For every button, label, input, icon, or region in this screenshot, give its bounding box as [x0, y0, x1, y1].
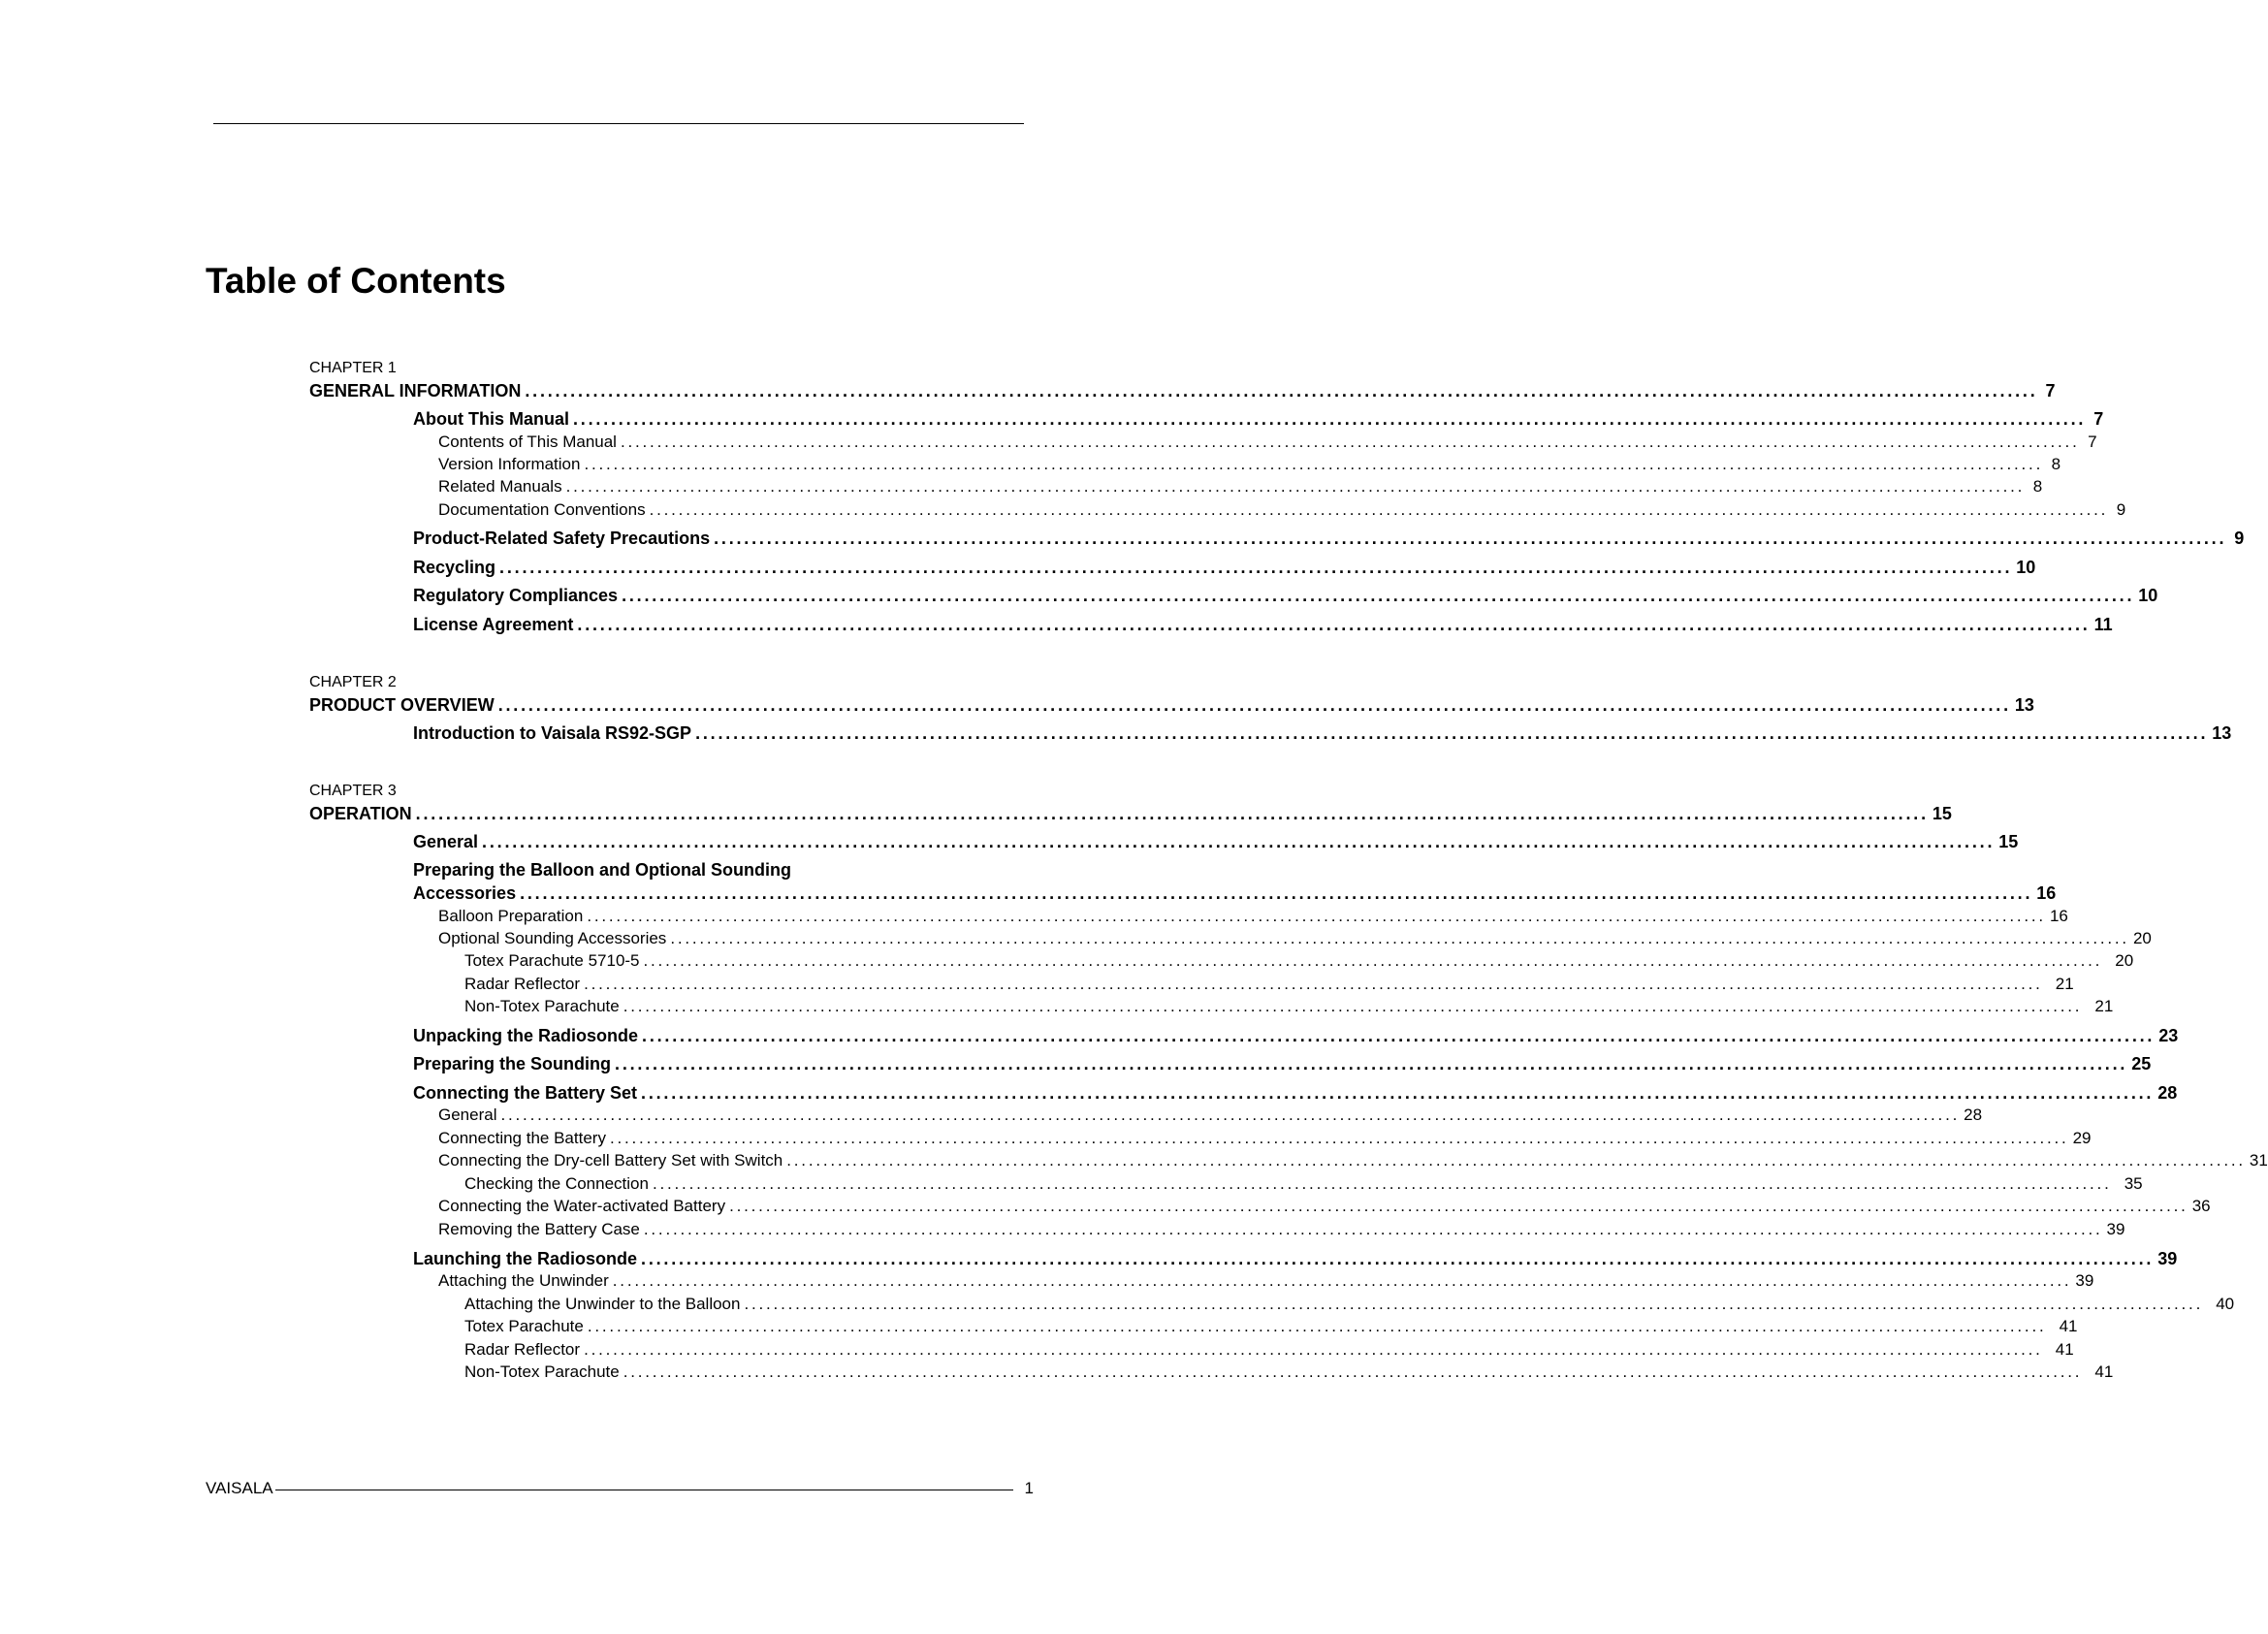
entry-title: Connecting the Dry-cell Battery Set with Switch [438, 1151, 783, 1169]
dot-leader: ........................................................................................................................................................................................................ [577, 615, 2091, 634]
entry-page: 35 [2124, 1174, 2143, 1193]
entry-page: 9 [2234, 529, 2245, 548]
dot-leader: ........................................................................................................................................................................................................ [415, 804, 1929, 823]
entry-page: 7 [2088, 433, 2097, 451]
toc-chapter-entry[interactable] [309, 803, 1952, 824]
toc-section-entry[interactable] [413, 528, 2245, 549]
page-footer [206, 1478, 1034, 1499]
toc-subsection-entry[interactable] [438, 1128, 2092, 1149]
entry-page: 21 [2094, 997, 2114, 1015]
entry-page: 16 [2049, 907, 2068, 925]
toc-item-entry[interactable] [464, 1362, 2114, 1383]
entry-title: Connecting the Battery Set [413, 1083, 638, 1103]
toc-item-entry[interactable] [464, 950, 2134, 972]
toc-section-entry[interactable] [413, 408, 2104, 430]
entry-title: Regulatory Compliances [413, 586, 619, 605]
entry-page: 41 [2094, 1362, 2114, 1381]
toc-section-entry[interactable] [413, 585, 2158, 606]
toc-item-entry[interactable] [464, 996, 2114, 1017]
entry-title: Checking the Connection [464, 1174, 649, 1193]
dot-leader: ........................................................................................................................................................................................................ [714, 529, 2227, 548]
entry-page: 25 [2131, 1054, 2152, 1073]
dot-leader: ........................................................................................................................................................................................................ [641, 1249, 2155, 1268]
dot-leader: ........................................................................................................................................................................................................ [642, 1026, 2156, 1045]
dot-leader: ........................................................................................................................................................................................................ [500, 1105, 1961, 1124]
toc-chapter-entry[interactable] [309, 380, 2056, 401]
toc-subsection-entry[interactable] [438, 906, 2068, 927]
dot-leader: ........................................................................................................................................................................................................ [649, 500, 2109, 519]
entry-page: 20 [2115, 951, 2134, 970]
dot-leader: ........................................................................................................................................................................................................ [620, 433, 2080, 451]
dot-leader: ........................................................................................................................................................................................................ [573, 409, 2087, 429]
entry-title: License Agreement [413, 615, 574, 634]
dot-leader: ........................................................................................................................................................................................................ [587, 907, 2046, 925]
toc-subsection-entry[interactable] [438, 499, 2126, 521]
entry-page: 13 [2014, 695, 2034, 715]
entry-title: Product-Related Safety Precautions [413, 529, 711, 548]
entry-title: Non-Totex Parachute [464, 997, 620, 1015]
dot-leader: ........................................................................................................................................................................................................ [584, 975, 2043, 993]
footer-brand: VAISALA [206, 1479, 273, 1497]
entry-title: Connecting the Water-activated Battery [438, 1197, 726, 1215]
entry-page: 10 [2138, 586, 2158, 605]
entry-title: Contents of This Manual [438, 433, 617, 451]
dot-leader: ........................................................................................................................................................................................................ [643, 951, 2103, 970]
entry-page: 13 [2212, 723, 2232, 743]
entry-title: GENERAL INFORMATION [309, 381, 522, 400]
toc-subsection-entry[interactable] [438, 1196, 2211, 1217]
toc-section-entry[interactable] [413, 1082, 2178, 1104]
dot-leader: ........................................................................................................................................................................................................ [786, 1151, 2246, 1169]
entry-title: Optional Sounding Accessories [438, 929, 667, 947]
dot-leader: ........................................................................................................................................................................................................ [609, 1129, 2069, 1147]
entry-title: General [413, 832, 479, 851]
toc-subsection-entry[interactable] [438, 1150, 2268, 1171]
toc-item-entry[interactable] [464, 1173, 2143, 1195]
entry-page: 31 [2249, 1151, 2268, 1169]
toc-item-entry[interactable] [464, 974, 2074, 995]
dot-leader: ........................................................................................................................................................................................................ [499, 558, 2013, 577]
toc-chapter-entry[interactable] [309, 694, 2034, 716]
dot-leader: ........................................................................................................................................................................................................ [482, 832, 1996, 851]
entry-page: 28 [2157, 1083, 2178, 1103]
entry-title: Connecting the Battery [438, 1129, 606, 1147]
entry-page: 39 [2157, 1249, 2178, 1268]
entry-page: 20 [2132, 929, 2152, 947]
toc-section-title-line[interactable]: Preparing the Balloon and Optional Sounding [413, 860, 791, 880]
entry-title: Documentation Conventions [438, 500, 646, 519]
entry-title: About This Manual [413, 409, 569, 429]
entry-title: Attaching the Unwinder to the Balloon [464, 1295, 741, 1313]
entry-title: General [438, 1105, 497, 1124]
toc-subsection-entry[interactable] [438, 432, 2097, 453]
header-rule [213, 123, 1024, 124]
entry-title: Radar Reflector [464, 1340, 581, 1359]
entry-page: 7 [2045, 381, 2056, 400]
toc-subsection-entry[interactable] [438, 1105, 1983, 1126]
toc-subsection-entry[interactable] [438, 476, 2043, 497]
dot-leader: ........................................................................................................................................................................................................ [695, 723, 2209, 743]
toc-section-entry[interactable] [413, 1053, 2152, 1074]
chapter-label: CHAPTER 1 [309, 360, 397, 376]
page-number: 1 [1024, 1479, 1034, 1497]
entry-page: 15 [1998, 832, 2019, 851]
dot-leader: ........................................................................................................................................................................................................ [584, 1340, 2043, 1359]
dot-leader: ........................................................................................................................................................................................................ [643, 1220, 2103, 1238]
entry-title: Balloon Preparation [438, 907, 584, 925]
toc-section-entry[interactable] [413, 882, 2057, 904]
toc-item-entry[interactable] [464, 1339, 2074, 1361]
dot-leader: ........................................................................................................................................................................................................ [612, 1271, 2072, 1290]
toc-subsection-entry[interactable] [438, 1270, 2094, 1292]
dot-leader: ........................................................................................................................................................................................................ [623, 1362, 2083, 1381]
chapter-label: CHAPTER 2 [309, 674, 397, 690]
entry-page: 28 [1964, 1105, 1983, 1124]
entry-page: 9 [2116, 500, 2126, 519]
dot-leader: ........................................................................................................................................................................................................ [652, 1174, 2112, 1193]
toc-section-entry[interactable] [413, 614, 2113, 635]
entry-page: 36 [2191, 1197, 2211, 1215]
entry-title: Related Manuals [438, 477, 562, 496]
entry-page: 41 [2055, 1340, 2074, 1359]
entry-title: Accessories [413, 883, 517, 903]
toc-section-entry[interactable] [413, 831, 2019, 852]
toc-subsection-entry[interactable] [438, 1219, 2125, 1240]
entry-page: 8 [2032, 477, 2043, 496]
toc-item-entry[interactable] [464, 1294, 2235, 1315]
entry-page: 15 [1932, 804, 1952, 823]
dot-leader: ........................................................................................................................................................................................................ [520, 883, 2033, 903]
dot-leader: ........................................................................................................................................................................................................ [670, 929, 2129, 947]
entry-page: 11 [2093, 615, 2113, 634]
entry-page: 29 [2072, 1129, 2092, 1147]
entry-title: Introduction to Vaisala RS92-SGP [413, 723, 692, 743]
dot-leader: ........................................................................................................................................................................................................ [584, 455, 2044, 473]
entry-page: 23 [2158, 1026, 2179, 1045]
entry-page: 16 [2036, 883, 2057, 903]
entry-page: 39 [2075, 1271, 2094, 1290]
toc-section-entry[interactable] [413, 1248, 2178, 1269]
entry-title: Recycling [413, 558, 496, 577]
dot-leader: ........................................................................................................................................................................................................ [729, 1197, 2188, 1215]
entry-page: 39 [2106, 1220, 2125, 1238]
chapter-label: CHAPTER 3 [309, 783, 397, 799]
entry-title: Attaching the Unwinder [438, 1271, 609, 1290]
dot-leader: ........................................................................................................................................................................................................ [641, 1083, 2155, 1103]
entry-page: 7 [2093, 409, 2104, 429]
toc-subsection-entry[interactable] [438, 454, 2061, 475]
dot-leader: ........................................................................................................................................................................................................ [587, 1317, 2047, 1335]
page-title: Table of Contents [206, 261, 506, 301]
entry-title: Version Information [438, 455, 581, 473]
entry-title: Launching the Radiosonde [413, 1249, 638, 1268]
dot-leader: ........................................................................................................................................................................................................ [525, 381, 2038, 400]
entry-title: PRODUCT OVERVIEW [309, 695, 495, 715]
entry-title: OPERATION [309, 804, 412, 823]
toc-section-entry[interactable] [413, 557, 2036, 578]
entry-title: Removing the Battery Case [438, 1220, 640, 1238]
entry-page: 8 [2051, 455, 2061, 473]
toc-section-entry[interactable] [413, 1025, 2179, 1046]
dot-leader: ........................................................................................................................................................................................................ [623, 997, 2083, 1015]
toc-section-entry[interactable] [413, 722, 2232, 744]
entry-title: Preparing the Sounding [413, 1054, 612, 1073]
entry-title: Totex Parachute [464, 1317, 584, 1335]
entry-page: 21 [2055, 975, 2074, 993]
entry-title: Radar Reflector [464, 975, 581, 993]
entry-page: 40 [2216, 1295, 2235, 1313]
toc-item-entry[interactable] [464, 1316, 2078, 1337]
entry-page: 10 [2016, 558, 2036, 577]
entry-title: Unpacking the Radiosonde [413, 1026, 639, 1045]
dot-leader: ........................................................................................................................................................................................................ [497, 695, 2011, 715]
entry-title: Totex Parachute 5710-5 [464, 951, 640, 970]
dot-leader: ........................................................................................................................................................................................................ [744, 1295, 2204, 1313]
dot-leader: ........................................................................................................................................................................................................ [565, 477, 2026, 496]
entry-page: 41 [2059, 1317, 2078, 1335]
toc-subsection-entry[interactable] [438, 928, 2152, 949]
entry-title: Non-Totex Parachute [464, 1362, 620, 1381]
dot-leader: ........................................................................................................................................................................................................ [615, 1054, 2128, 1073]
dot-leader: ........................................................................................................................................................................................................ [622, 586, 2135, 605]
